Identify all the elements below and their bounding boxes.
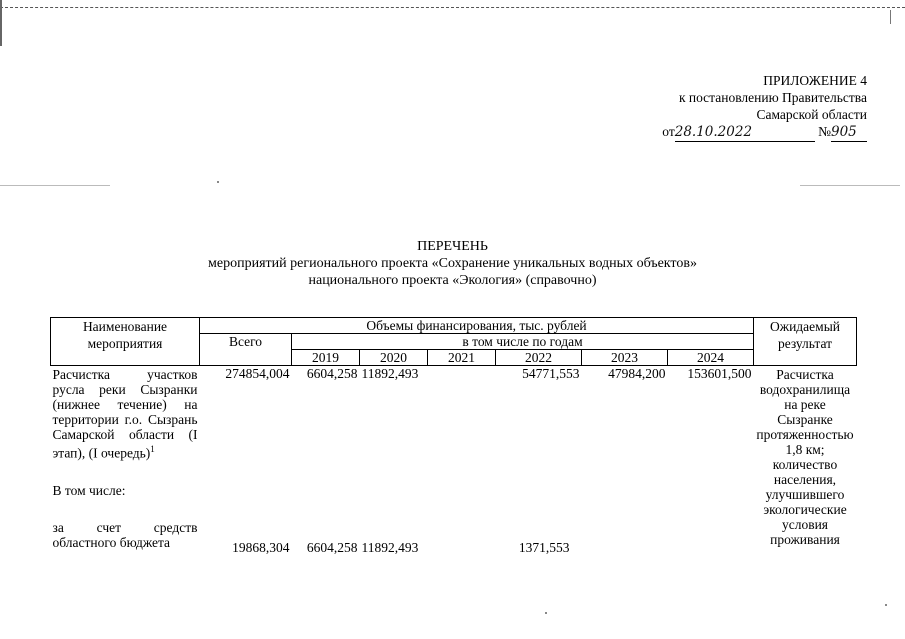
header-result: Ожидаемый результат xyxy=(754,318,857,366)
header-year: 2022 xyxy=(496,350,582,366)
row1-value: 54771,553 xyxy=(522,366,580,381)
scan-right-mark xyxy=(890,10,891,24)
heading-line2: национального проекта «Экология» (справочно) xyxy=(308,273,597,288)
scan-top-edge xyxy=(0,7,905,9)
row1-value: 11892,493 xyxy=(361,366,419,381)
header-year: 2021 xyxy=(428,350,496,366)
number-prefix: № xyxy=(818,124,831,139)
row1-footnote: 1 xyxy=(150,444,155,454)
scan-speck xyxy=(545,612,547,614)
scan-left-edge xyxy=(0,0,2,46)
scan-speck xyxy=(885,604,887,606)
row1-result: Расчистка водохранилища на реке Сызранке протяженностью 1,8 км; количество населения, улучшившего экологические условия проживания xyxy=(756,367,854,547)
handwritten-number: 905 xyxy=(831,124,857,140)
y2022-cell xyxy=(496,366,582,555)
header-year: 2020 xyxy=(360,350,428,366)
handwritten-date: 28.10.2022 xyxy=(674,124,753,140)
row2-name: за счет средств областного бюджета xyxy=(52,519,198,550)
scan-dash xyxy=(800,185,900,186)
header-year: 2019 xyxy=(292,350,360,366)
row2-value: 1371,553 xyxy=(518,540,570,555)
scan-speck xyxy=(217,181,219,183)
scan-dash xyxy=(0,185,110,186)
appendix-block xyxy=(662,72,867,142)
header-year: 2023 xyxy=(582,350,668,366)
sub-label: В том числе: xyxy=(52,482,126,498)
header-year: 2024 xyxy=(668,350,754,366)
row1-value: 153601,500 xyxy=(687,366,752,381)
document-heading xyxy=(0,238,905,289)
row2-total: 19868,304 xyxy=(232,540,290,555)
date-prefix: от xyxy=(662,124,675,139)
total-cell xyxy=(200,366,292,555)
row1-name-cell xyxy=(51,366,200,550)
y2024-cell xyxy=(668,366,754,550)
row1-value: 47984,200 xyxy=(608,366,666,381)
y2021-cell xyxy=(428,366,496,550)
header-total: Всего xyxy=(200,334,292,366)
header-financing: Объемы финансирования, тыс. рублей xyxy=(200,318,754,334)
row1-total: 274854,004 xyxy=(225,366,290,381)
heading-line1: мероприятий регионального проекта «Сохранение уникальных водных объектов» xyxy=(208,256,697,271)
appendix-line1: к постановлению Правительства xyxy=(678,90,867,105)
financing-table xyxy=(50,317,857,555)
header-by-years: в том числе по годам xyxy=(292,334,754,350)
row2-value: 11892,493 xyxy=(361,540,419,555)
y2019-cell xyxy=(292,366,360,555)
appendix-line2: Самарской области xyxy=(756,107,867,122)
y2023-cell xyxy=(582,366,668,550)
appendix-title: ПРИЛОЖЕНИЕ 4 xyxy=(763,73,867,88)
heading-title: ПЕРЕЧЕНЬ xyxy=(417,239,488,254)
row2-value: 6604,258 xyxy=(306,540,358,555)
row1-name: Расчистка участков русла реки Сызранки (нижнее течение) на территории г.о. Сызрань Самарской области (I этап), (I очередь) xyxy=(52,367,198,461)
header-name: Наименование мероприятия xyxy=(51,318,200,366)
table-row xyxy=(51,366,857,550)
y2020-cell xyxy=(360,366,428,555)
row1-value: 6604,258 xyxy=(306,366,358,381)
appendix-date-number xyxy=(662,123,867,142)
